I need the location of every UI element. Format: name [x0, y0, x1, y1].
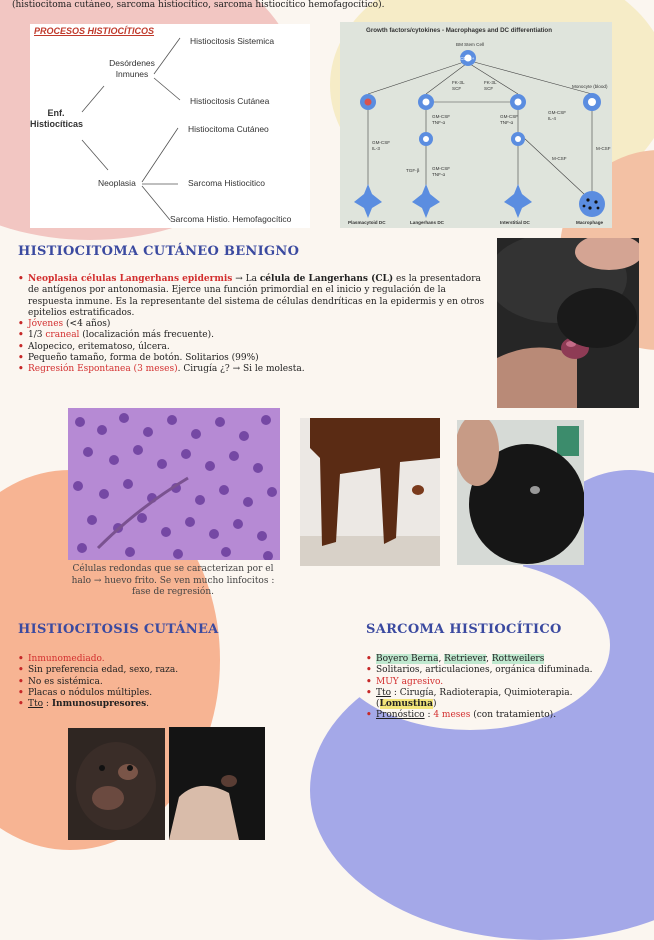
hc-item5-u: Tto — [28, 699, 44, 710]
sh-item5-u: Pronóstico — [376, 710, 425, 721]
hc-item5-pre: : — [43, 699, 52, 710]
gf-cyt-4: GM-CSF — [372, 140, 391, 145]
sarcoma-hemofagocitico-node: Sarcoma Histio. Hemofagocítico — [170, 214, 292, 224]
sh-item-2: • Solitarios, articulaciones, orgánica difuminada. — [366, 665, 638, 676]
hc-item-3: • No es sistémica. — [18, 677, 308, 688]
growth-factors-figure — [340, 22, 612, 228]
sh-item5-rest: (con tratamiento). — [470, 710, 557, 721]
sh-item4-paren-open: ( — [376, 699, 380, 710]
sh-item5-red: 4 meses — [433, 710, 471, 721]
photo-black-dog-art — [457, 420, 584, 565]
photo-histiocitosis-hand-art — [169, 727, 265, 840]
hcb-item-6 — [18, 364, 488, 375]
desordenes-line1: Desórdenes — [109, 58, 155, 68]
intro-line: (histiocitoma cutáneo, sarcoma histiocítico, sarcoma histiocítico hemofagocítico). — [12, 0, 385, 10]
gf-cd34: CD34+ — [460, 56, 475, 61]
sh-item1-sep2: , — [486, 654, 492, 664]
sh-title: SARCOMA HISTIOCÍTICO — [366, 622, 562, 637]
hcb-item-3 — [18, 330, 488, 341]
sh-item5-pre: : — [424, 710, 434, 721]
gf-pdc: Plasmacytoid DC — [348, 220, 386, 225]
sh-list — [366, 654, 638, 722]
procesos-diagram — [30, 24, 310, 228]
hcb-item3-rest: (localización más frecuente). — [79, 330, 214, 341]
sh-item4-rest: : Cirugía, Radioterapia, Quimioterapia. — [391, 687, 573, 698]
root-node — [30, 108, 82, 130]
desordenes-line2: Inmunes — [115, 69, 149, 79]
photo-microscopy — [68, 408, 280, 560]
diagram-title: PROCESOS HISTIOCÍTICOS — [34, 26, 155, 36]
gf-cyt-2: FK-3L — [484, 80, 497, 85]
gf-cyt-11: IL-4 — [548, 116, 556, 121]
hcb-list — [18, 274, 488, 376]
sh-breed-retriever: Retriever — [444, 654, 487, 664]
photo-dog-legs — [300, 418, 440, 566]
hc-item1-red: Inmunomediado. — [28, 654, 105, 664]
photo-microscopy-art — [68, 408, 280, 560]
hcb-item1-rest: es la presentadora de antígenos por antonomasia. Ejerce una función primordial en el inicio y regulación de la respuesta inmune. Es la representante del sistema de células dendríticas en la epidermis y en otros epitelios estratificados. — [28, 274, 485, 318]
root-line2: Histiocíticas — [30, 119, 84, 129]
photo-histiocitosis-face-art — [68, 728, 165, 840]
photo-black-dog — [457, 420, 584, 565]
gf-cyt-1: SCF — [452, 86, 462, 91]
gf-cyt-10: GM-CSF — [548, 110, 567, 115]
histiocitoma-node: Histiocitoma Cutáneo — [188, 124, 269, 134]
sarcoma-node: Sarcoma Histiocitico — [188, 178, 265, 188]
neoplasia-node: Neoplasia — [98, 178, 136, 188]
hcb-title: HISTIOCITOMA CUTÁNEO BENIGNO — [18, 244, 300, 259]
gf-stem: BM Stem Cell — [456, 42, 485, 47]
hc-list — [18, 654, 308, 710]
gf-title: Growth factors/cytokines - Macrophages and DC differentiation — [366, 27, 552, 34]
hcb-item6-red: Regresión Espontanea (3 meses) — [28, 364, 178, 375]
hc-item5-end: . — [146, 699, 150, 710]
gf-monocyte: Monocyte (blood) — [572, 84, 608, 89]
root-line1: Enf. — [47, 108, 65, 118]
hcb-item-4: • Alopecico, eritematoso, úlcera. — [18, 342, 488, 353]
photo-histiocitosis-hand — [169, 727, 265, 840]
hcb-item2-red: Jóvenes — [28, 319, 64, 330]
gf-idc: Interstitial DC — [500, 220, 530, 225]
hcb-item3-red: craneal — [45, 330, 80, 341]
gf-cyt-8: GM-CSF — [500, 114, 519, 119]
gf-cyt-15: TNF-α — [432, 172, 446, 177]
photo-dog-lip-art — [497, 238, 639, 408]
desordenes-node — [100, 58, 164, 80]
photo-dog-lip-nodule — [497, 238, 639, 408]
hc-item-5 — [18, 699, 308, 710]
sh-breed-boyero: Boyero Berna — [376, 654, 439, 664]
hc-item-2: • Sin preferencia edad, sexo, raza. — [18, 665, 308, 676]
sh-breed-rottweiler: Rottweilers — [491, 654, 545, 664]
gf-cyt-6: GM-CSF — [432, 114, 451, 119]
sh-item4-paren-close: ) — [432, 699, 437, 710]
sh-item-4 — [366, 688, 638, 711]
hcb-item6-rest: . Cirugía ¿? → Si le molesta. — [177, 364, 305, 375]
gf-cyt-7: TNF-α — [432, 120, 446, 125]
micro-caption: Células redondas que se caracterizan por el halo → huevo frito. Se ven mucho linfocitos : fase de regresión. — [71, 564, 275, 597]
hcb-item1-bold: célula de Langerhans (CL) — [259, 274, 394, 284]
hcb-item1-red: Neoplasia células Langerhans epidermis — [28, 274, 233, 284]
sh-item-5 — [366, 710, 638, 721]
hcb-item-2 — [18, 319, 488, 330]
gf-cyt-16: M-CSF — [552, 156, 567, 161]
hcb-item2-rest: (<4 años) — [63, 319, 111, 330]
photo-histiocitosis-face — [68, 728, 165, 840]
gf-cyt-9: TNF-α — [500, 120, 514, 125]
hcb-item-5: • Pequeño tamaño, forma de botón. Solitarios (99%) — [18, 353, 488, 364]
hcb-item3-pre: 1/3 — [28, 330, 46, 341]
hist-sistemica-node: Histiocitosis Sistemica — [190, 36, 275, 46]
hist-cutanea-node: Histiocitosis Cutánea — [190, 96, 270, 106]
hcb-item-1 — [18, 274, 488, 319]
hcb-item1-arrow: → La — [232, 274, 260, 284]
sh-item3-red: MUY agresivo. — [376, 676, 444, 687]
gf-mac: Macrophage — [576, 220, 604, 225]
gf-cyt-13: TGF-β — [406, 168, 420, 173]
sh-lomustina: Lomustina — [379, 699, 433, 710]
gf-cyt-12: M-CSF — [596, 146, 611, 151]
hc-item-4: • Placas o nódulos múltiples. — [18, 688, 308, 699]
gf-cyt-14: GM-CSF — [432, 166, 451, 171]
sh-item-3 — [366, 677, 638, 688]
hc-item-1 — [18, 654, 308, 665]
sh-item1-sep1: , — [438, 654, 445, 664]
gf-ldc: Langerhans DC — [410, 220, 444, 225]
hc-item5-bold: Inmunosupresores — [51, 699, 147, 710]
photo-dog-legs-art — [300, 418, 440, 566]
hc-title: HISTIOCITOSIS CUTÁNEA — [18, 622, 219, 637]
gf-cyt-5: IL-3 — [372, 146, 380, 151]
gf-cyt-0: FK-3L — [452, 80, 465, 85]
sh-item4-u: Tto — [376, 687, 392, 698]
gf-arrows — [340, 22, 612, 228]
gf-cyt-3: SCF — [484, 86, 494, 91]
sh-item-1 — [366, 654, 638, 665]
